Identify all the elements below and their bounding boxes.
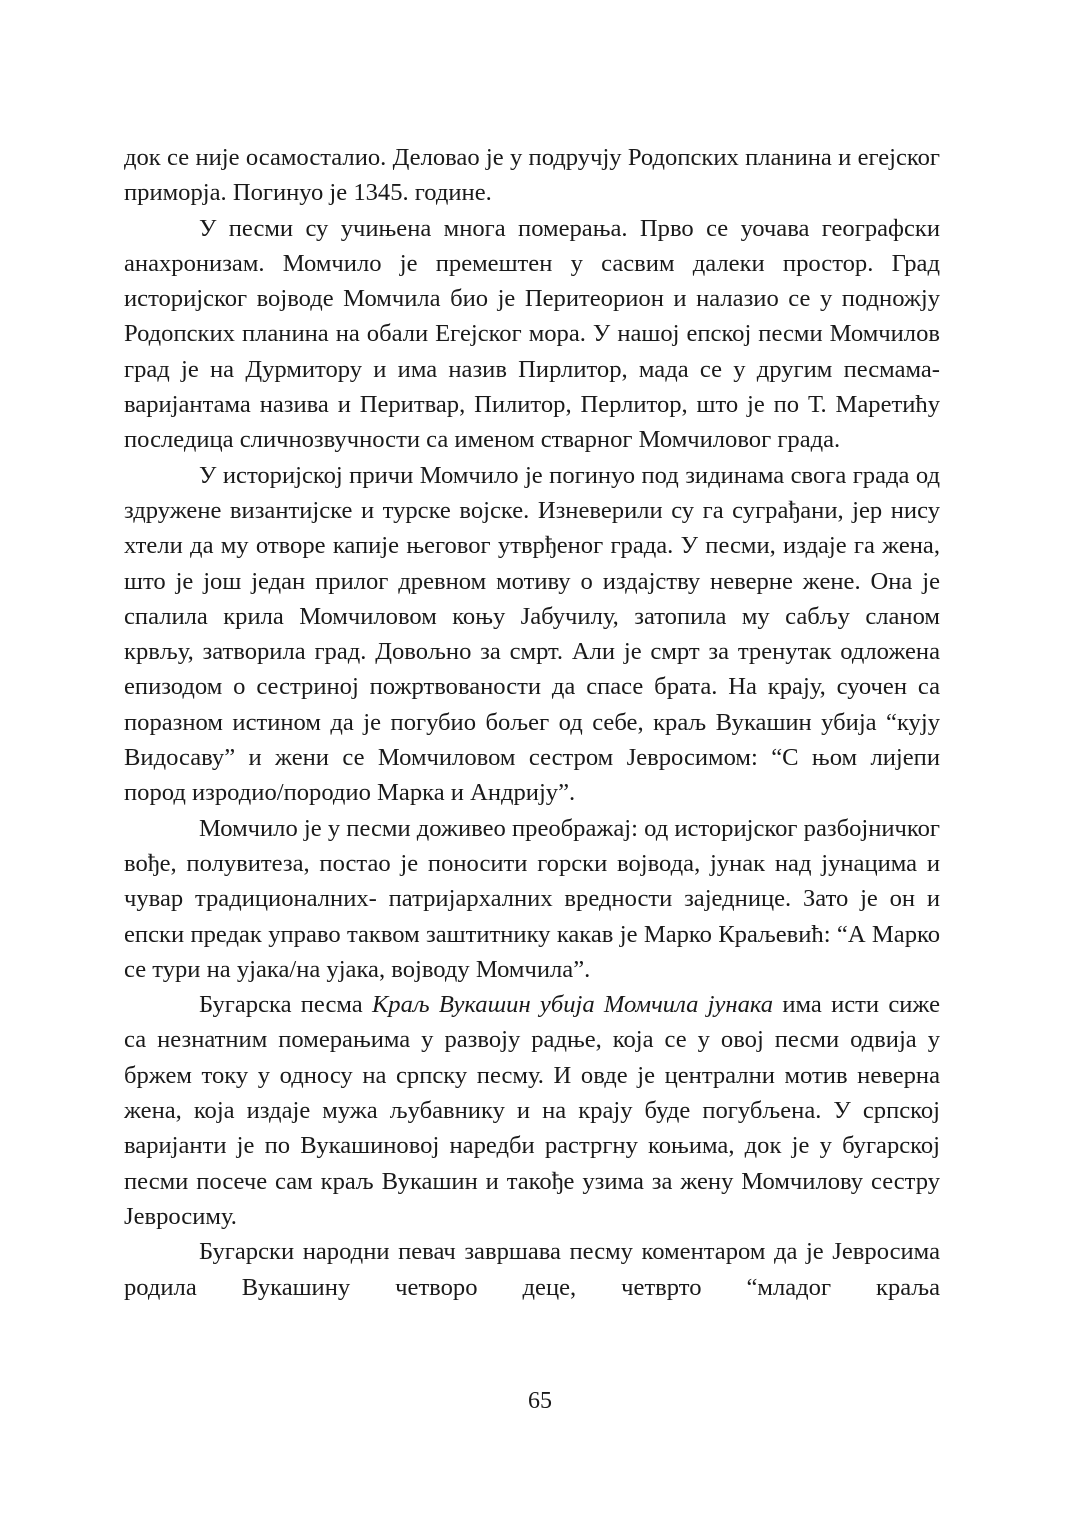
- song-title: Краљ Вукашин убија Момчила јунака: [371, 991, 774, 1019]
- paragraph-5: [124, 987, 940, 1234]
- paragraph-1: док се није осамосталио. Деловао је у подручју Родопских планина и егејског приморја. Погинуо је 1345. године.: [124, 144, 940, 207]
- paragraph-2: У песми су учињена многа померања. Прво се уочава географски анахронизам. Момчило је премештен у сасвим далеки простор. Град историјског војводе Момчила био је Перитеорион и налазио се у подножју Родопских планина на обали Егејског мора. У нашој епској песми Момчилов град је на Дурмитору и има назив Пирлитор, мада се у другим песмама-варијантама назива и Перитвар, Пилитор, Перлитор, што је по Т. Маретићу последица сличнозвучности са именом стварног Момчиловог града.: [124, 214, 940, 454]
- paragraph-5-lead: Бугарска песма: [199, 991, 372, 1019]
- paragraph-3: У историјској причи Момчило је погинуо под зидинама свога града од здружене византијске и турске војске. Изневерили су га суграђани, јер нису хтели да му отворе капије његовог утврђеног града. У песми, издаје га жена, што је још један прилог древном мотиву о издајству неверне жене. Она је спалила крила Момчиловом коњу Јабучилу, затопила му сабљу сланом крвљу, затворила град. Довољно за смрт. Али је смрт за тренутак одложена епизодом о сестриној пожртвованости да спасе брата. На крају, суочен са поразном истином да је погубио бољег од себе, краљ Вукашин убија “кују Видосаву” и жени се Момчиловом сестром Јевросимом: “С њом лијепи пород изродио/породио Марка и Андрију”.: [124, 461, 940, 807]
- paragraph-5-rest: има исти сиже са незнатним померањима у развоју радње, која се у овој песми одвија у бржем току у односу на српску песму. И овде је централни мотив неверна жена, која издаје мужа љубавнику и на крају буде погубљена. У српској варијанти је по Вукашиновој наредби растргну коњима, док је у бугарској песми посече сам краљ Вукашин и такође узима за жену Момчилову сестру Јевросиму.: [124, 991, 940, 1230]
- paragraph-6: Бугарски народни певач завршава песму коментаром да је Јевросима родила Вукашину четворо деце, четврто “младог краља: [124, 1238, 940, 1301]
- page-body: [124, 140, 940, 1305]
- page-number: 65: [528, 1388, 552, 1414]
- paragraph-4: Момчило је у песми доживео преображај: од историјског разбојничког вође, полувитеза, постао је поносити горски војвода, јунак над јунацима и чувар традиционалних- патријархалних вредности заједнице. Зато је он и епски предак управо таквом заштитнику какав је Марко Краљевић: “А Марко се тури на ујака/на ујака, војводу Момчила”.: [124, 814, 940, 983]
